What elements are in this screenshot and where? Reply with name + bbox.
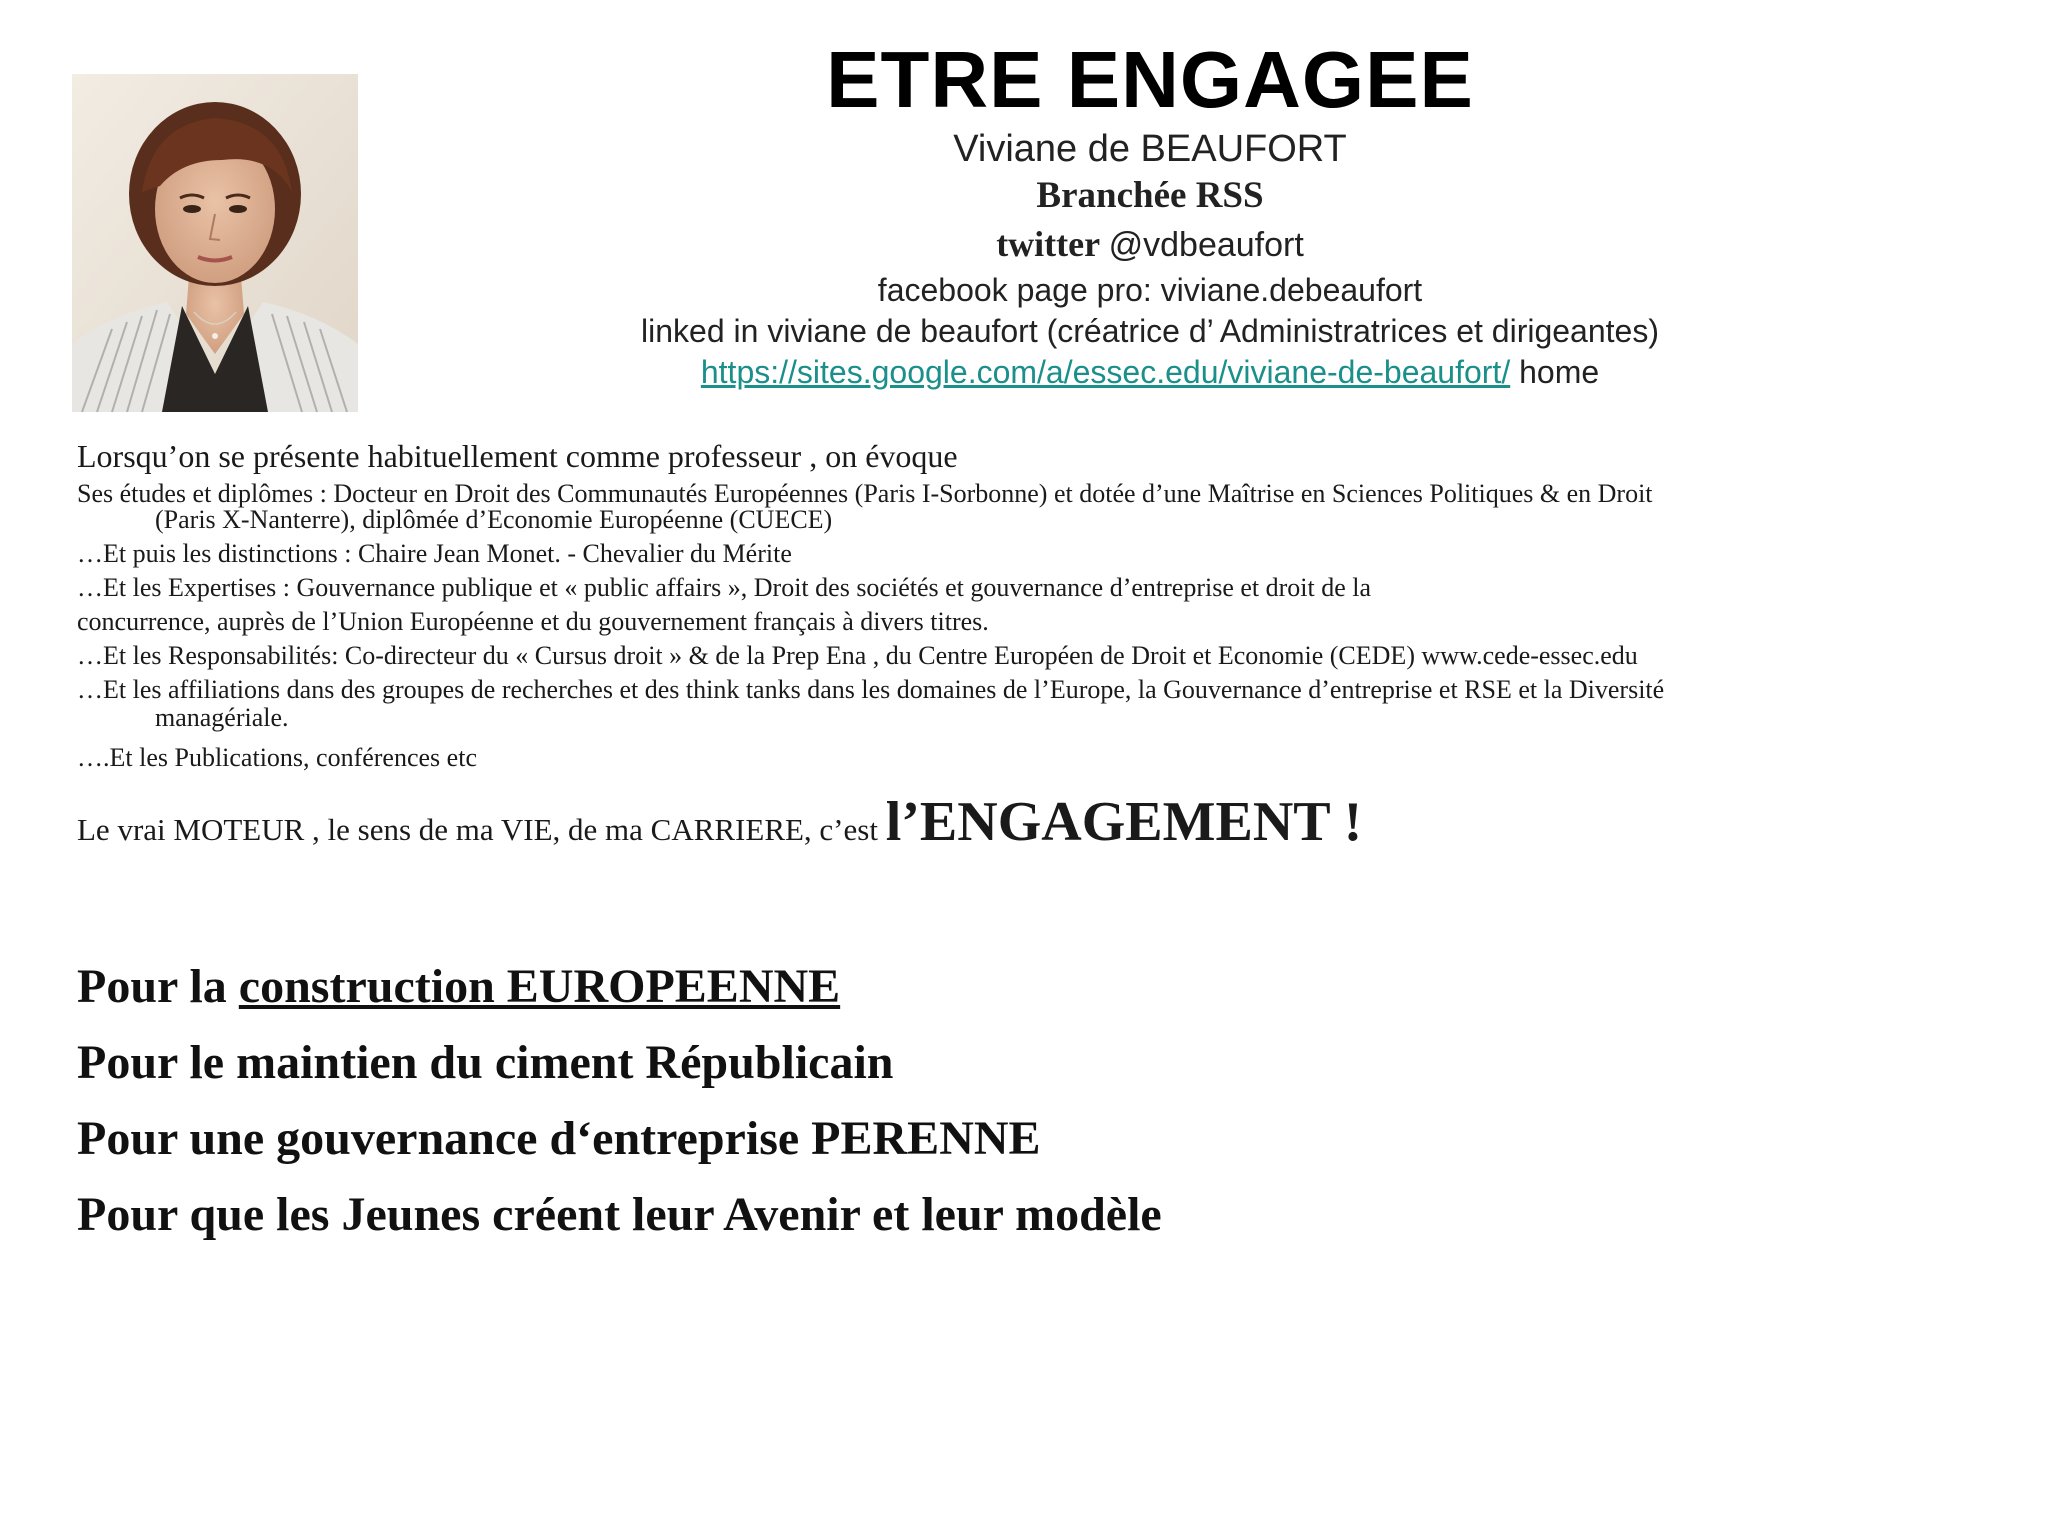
portrait-photo — [72, 74, 358, 412]
affiliations-line-1: …Et les affiliations dans des groupes de recherches et des think tanks dans les domaines de l’Europe, la Gouvernance d’entreprise et RSE et la Diversité — [77, 675, 1665, 704]
engagement-jeunes: Pour que les Jeunes créent leur Avenir et leur modèle — [77, 1188, 1162, 1241]
studies-line-2: (Paris X-Nanterre), diplômée d’Economie Européenne (CUECE) — [155, 505, 833, 534]
header-block — [560, 36, 1740, 393]
twitter-line — [560, 220, 1740, 270]
intro-text: Lorsqu’on se présente habituellement comme professeur , on évoque — [77, 438, 958, 474]
website-link[interactable]: https://sites.google.com/a/essec.edu/viviane-de-beaufort/ — [700, 354, 1511, 390]
website-line — [560, 352, 1740, 393]
moteur-text: Le vrai MOTEUR , le sens de ma VIE, de ma CARRIERE, c’est — [77, 812, 886, 847]
author-name: Viviane de BEAUFORT — [953, 128, 1347, 170]
publications-line: ….Et les Publications, conférences etc — [77, 743, 477, 772]
engagement-republicain: Pour le maintien du ciment Républicain — [77, 1036, 894, 1089]
engagement-europe-emphasis: construction EUROPEENNE — [238, 960, 841, 1013]
website-suffix: home — [1510, 354, 1600, 390]
expertises-line-1: …Et les Expertises : Gouvernance publique et « public affairs », Droit des sociétés et gouvernance d’entreprise et droit de la — [77, 573, 1372, 602]
studies-line-1: Ses études et diplômes : Docteur en Droit des Communautés Européennes (Paris I-Sorbonne) et dotée d’une Maîtrise en Sciences Politiques & en Droit — [77, 479, 1653, 508]
expertises-line-2: concurrence, auprès de l’Union Européenne et du gouvernement français à divers titres. — [77, 607, 989, 636]
responsabilites-line: …Et les Responsabilités: Co-directeur du « Cursus droit » & de la Prep Ena , du Centre Européen de Droit et Economie (CEDE) www.cede-essec.edu — [77, 641, 1638, 670]
moteur-line — [77, 790, 1362, 854]
engagement-europe — [77, 958, 840, 1016]
engagement-heading: l’ENGAGEMENT ! — [885, 791, 1363, 853]
linkedin-line: linked in viviane de beaufort (créatrice d’ Administratrices et dirigeantes) — [641, 313, 1659, 349]
engagement-europe-prefix: Pour la — [77, 960, 239, 1013]
page-title: ETRE ENGAGEE — [826, 35, 1474, 124]
facebook-line: facebook page pro: viviane.debeaufort — [877, 272, 1423, 308]
portrait-illustration — [72, 74, 358, 412]
distinctions-line: …Et puis les distinctions : Chaire Jean Monet. - Chevalier du Mérite — [77, 539, 792, 568]
engagement-gouvernance: Pour une gouvernance d‘entreprise PERENNE — [77, 1112, 1041, 1165]
rss-line: Branchée RSS — [1036, 175, 1264, 216]
twitter-handle[interactable]: @vdbeaufort — [1108, 226, 1304, 264]
twitter-label: twitter — [996, 224, 1101, 264]
affiliations-line-2: managériale. — [155, 703, 289, 732]
